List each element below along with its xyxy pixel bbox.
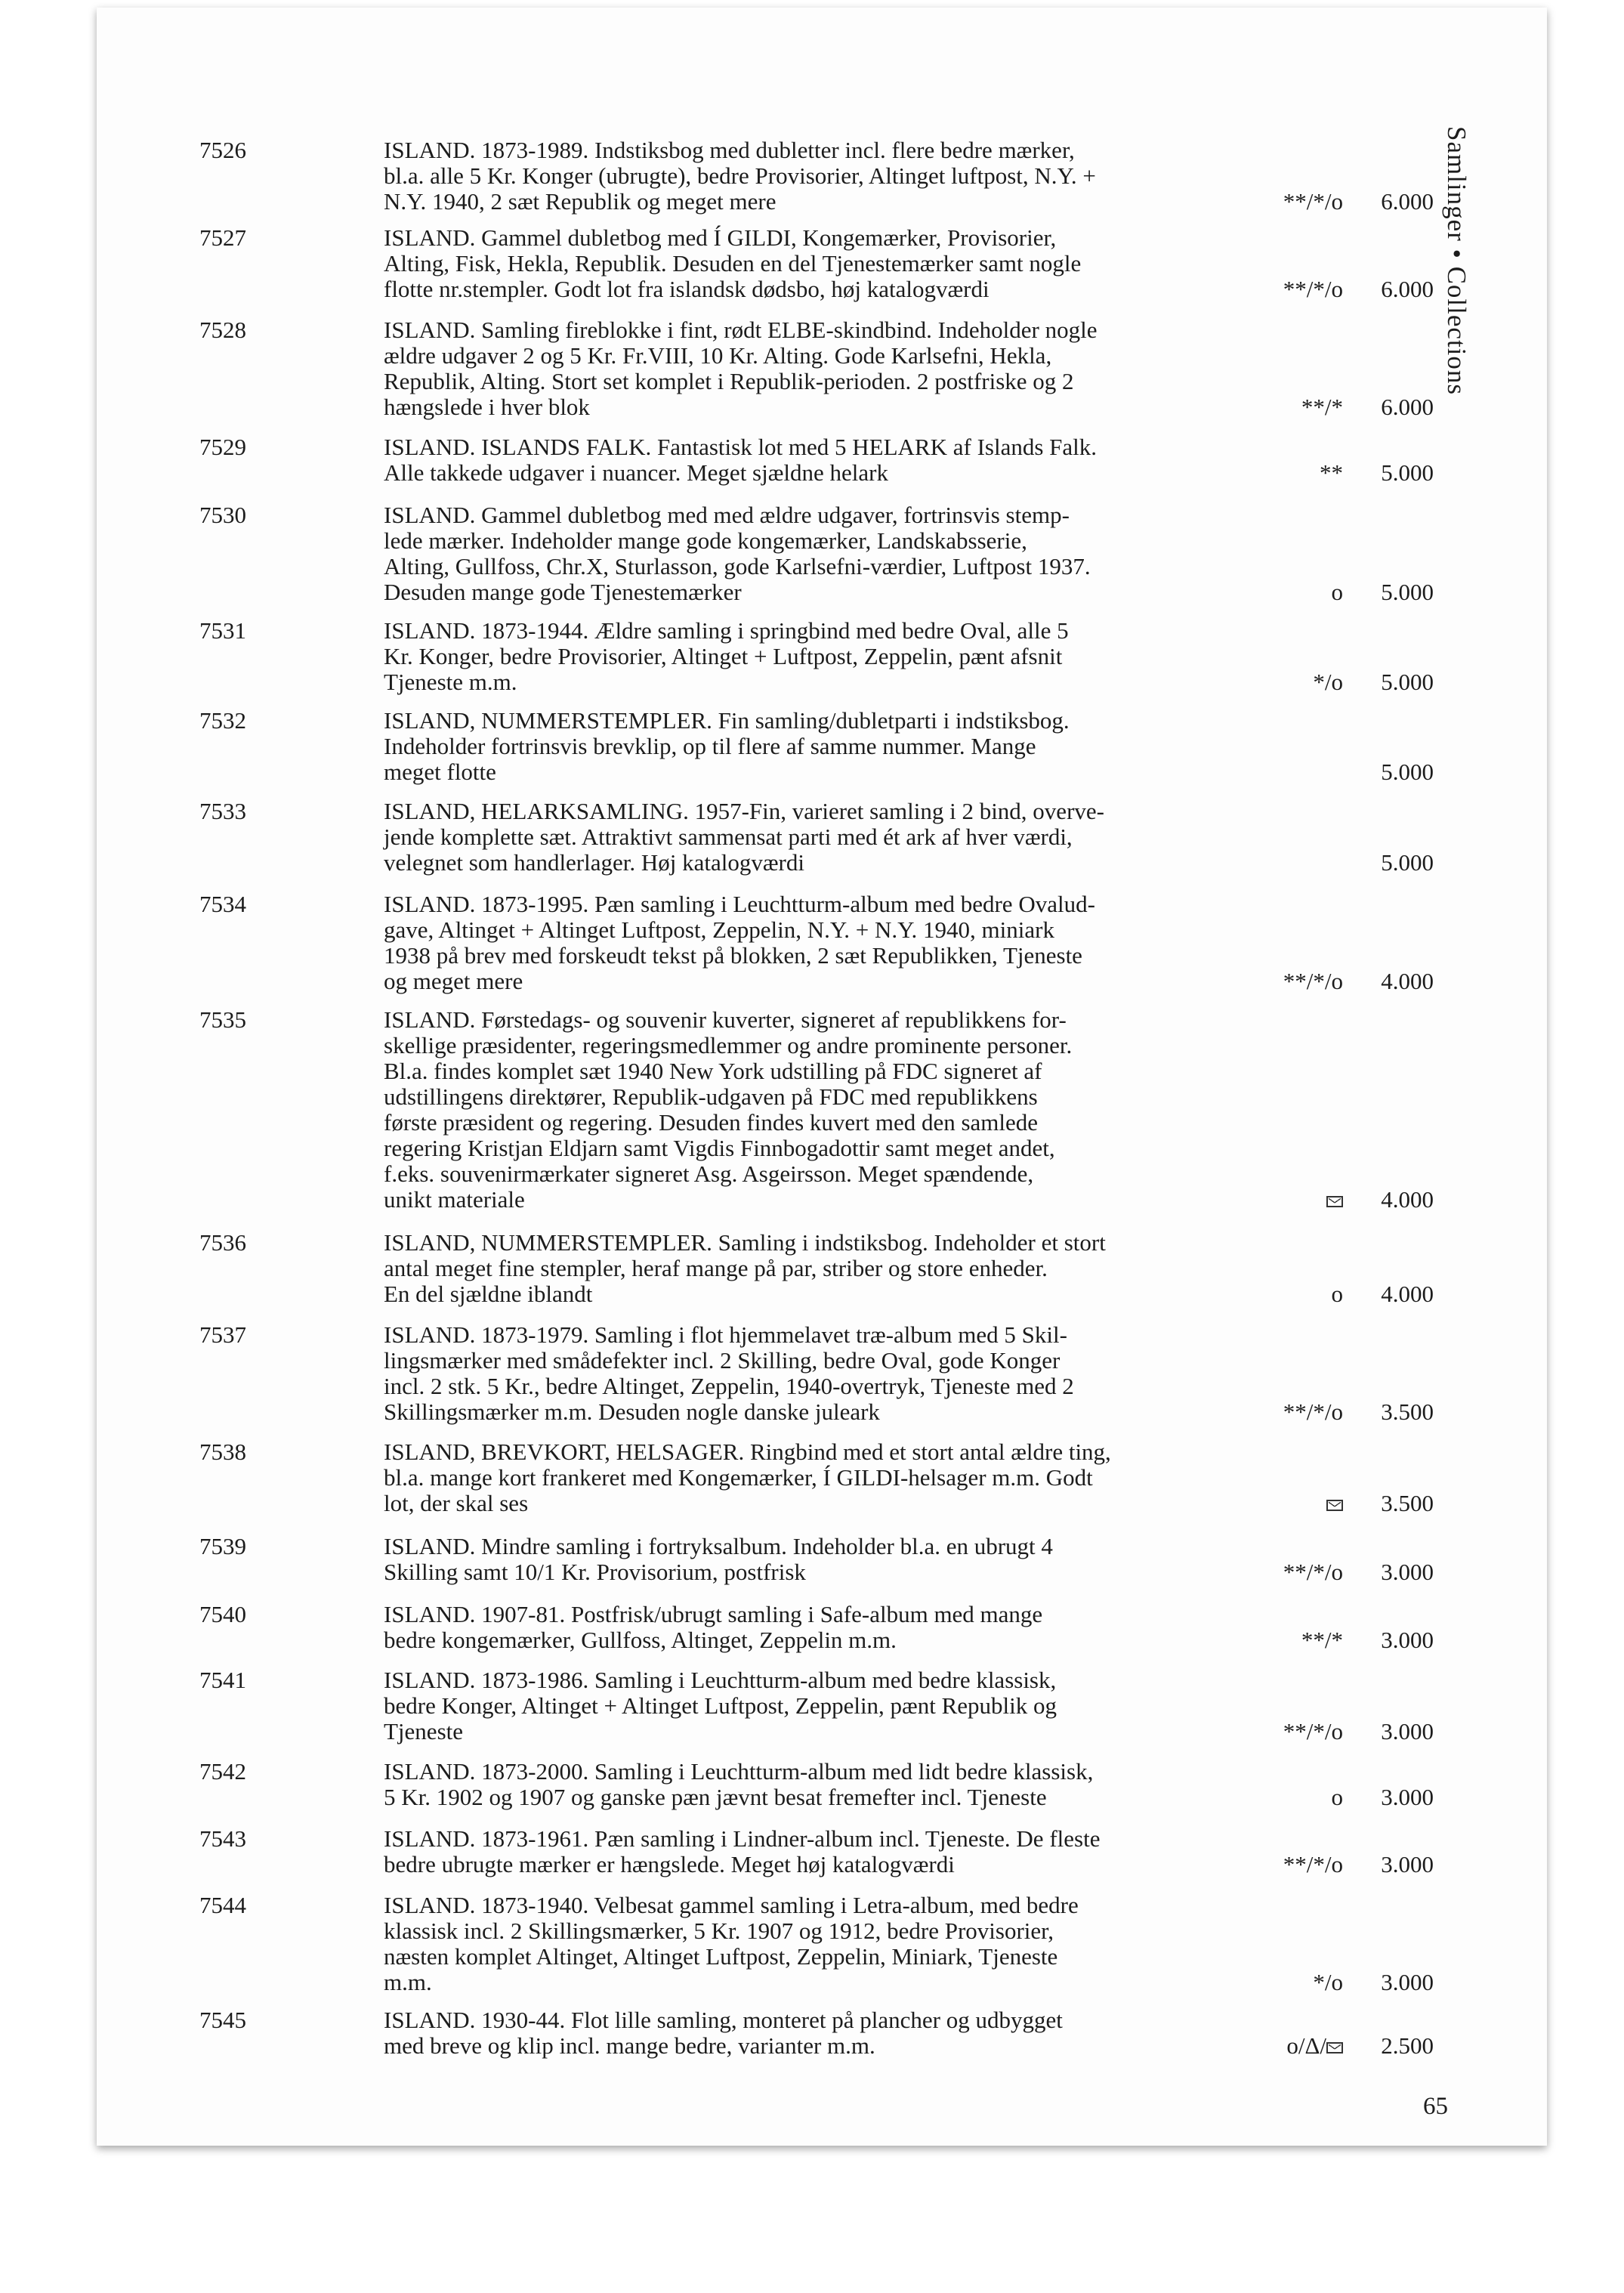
lot-description-line: første præsident og regering. Desuden findes kuvert med den samlede bbox=[384, 1109, 1039, 1136]
lot-condition: */o bbox=[1313, 669, 1343, 695]
lot-number: 7544 bbox=[199, 1892, 246, 1918]
lot-price: 5.000 bbox=[1381, 759, 1434, 785]
lot-description-line: bedre ubrugte mærker er hængslede. Meget høj katalogværdi bbox=[384, 1851, 955, 1877]
lot-description bbox=[384, 225, 1222, 302]
lot-description bbox=[384, 1230, 1222, 1307]
lot-description bbox=[384, 892, 1222, 994]
lot-description bbox=[384, 708, 1222, 785]
lot-price: 5.000 bbox=[1381, 459, 1434, 486]
lot-description-line: lingsmærker med smådefekter incl. 2 Skilling, bedre Oval, gode Konger bbox=[384, 1347, 1061, 1374]
lot-number: 7532 bbox=[199, 707, 246, 734]
lot-description-line: ISLAND. ISLANDS FALK. Fantastisk lot med 5 HELARK af Islands Falk. bbox=[384, 434, 1098, 460]
lot-description-line: lot, der skal ses bbox=[384, 1490, 529, 1516]
lot-description-line: ISLAND. Gammel dubletbog med Í GILDI, Kongemærker, Provisorier, bbox=[384, 224, 1057, 251]
lot-description-line: ISLAND. 1873-1986. Samling i Leuchtturm-album med bedre klassisk, bbox=[384, 1667, 1057, 1693]
lot-price: 6.000 bbox=[1381, 276, 1434, 302]
lot-price: 6.000 bbox=[1381, 188, 1434, 215]
lot-condition bbox=[1326, 1187, 1343, 1213]
lot-description-line: ISLAND, HELARKSAMLING. 1957-Fin, varieret samling i 2 bind, overve- bbox=[384, 798, 1104, 824]
lot-description-line: Alle takkede udgaver i nuancer. Meget sjældne helark bbox=[384, 459, 888, 486]
lot-number: 7541 bbox=[199, 1667, 246, 1693]
lot-description-line: Desuden mange gode Tjenestemærker bbox=[384, 579, 742, 605]
lot-price: 4.000 bbox=[1381, 1281, 1434, 1307]
lot-description bbox=[384, 1322, 1222, 1425]
lot-description bbox=[384, 2007, 1222, 2059]
side-title: Samlinger • Collections bbox=[1442, 125, 1472, 396]
lot-condition: **/*/o bbox=[1283, 1398, 1343, 1425]
lot-description-line: meget flotte bbox=[384, 759, 496, 785]
lot-description-line: næsten komplet Altinget, Altinget Luftpost, Zeppelin, Miniark, Tjeneste bbox=[384, 1943, 1058, 1970]
lot-description bbox=[384, 1602, 1222, 1653]
lot-description-line: hængslede i hver blok bbox=[384, 394, 590, 420]
lot-description bbox=[384, 1826, 1222, 1877]
lot-description-line: ISLAND. 1873-2000. Samling i Leuchtturm-album med lidt bedre klassisk, bbox=[384, 1758, 1094, 1785]
lot-description bbox=[384, 799, 1222, 876]
lot-description-line: f.eks. souvenirmærkater signeret Asg. Asgeirsson. Meget spændende, bbox=[384, 1160, 1034, 1187]
lot-description-line: 5 Kr. 1902 og 1907 og ganske pæn jævnt besat fremefter incl. Tjeneste bbox=[384, 1784, 1047, 1810]
lot-description-line: ISLAND. 1873-1995. Pæn samling i Leuchtturm-album med bedre Ovalud- bbox=[384, 891, 1095, 917]
lot-number: 7543 bbox=[199, 1825, 246, 1852]
lot-description-line: ISLAND. 1873-1940. Velbesat gammel samling i Letra-album, med bedre bbox=[384, 1892, 1079, 1918]
lot-description bbox=[384, 317, 1222, 420]
lot-description-line: antal meget fine stempler, heraf mange på par, striber og store enheder. bbox=[384, 1255, 1048, 1281]
lot-price: 5.000 bbox=[1381, 669, 1434, 695]
lot-description-line: med breve og klip incl. mange bedre, varianter m.m. bbox=[384, 2032, 875, 2059]
lot-condition: ** bbox=[1320, 459, 1343, 486]
lot-number: 7530 bbox=[199, 502, 246, 528]
lot-price: 3.000 bbox=[1381, 1784, 1434, 1810]
lot-description-line: bl.a. mange kort frankeret med Kongemærker, Í GILDI-helsager m.m. Godt bbox=[384, 1464, 1093, 1491]
lot-description-line: ISLAND. 1873-1979. Samling i flot hjemmelavet træ-album med 5 Skil- bbox=[384, 1321, 1067, 1348]
lot-condition: **/*/o bbox=[1283, 276, 1343, 302]
lot-description-line: Alting, Gullfoss, Chr.X, Sturlasson, gode Karlsefni-værdier, Luftpost 1937. bbox=[384, 553, 1091, 579]
lot-number: 7537 bbox=[199, 1321, 246, 1348]
lot-price: 3.000 bbox=[1381, 1851, 1434, 1877]
lot-description-line: ISLAND, NUMMERSTEMPLER. Fin samling/dubletparti i indstiksbog. bbox=[384, 707, 1070, 734]
lot-number: 7531 bbox=[199, 617, 246, 644]
lot-description-line: Bl.a. findes komplet sæt 1940 New York udstilling på FDC signeret af bbox=[384, 1058, 1042, 1084]
lot-description bbox=[384, 434, 1222, 486]
lot-description bbox=[384, 618, 1222, 695]
lot-condition: */o bbox=[1313, 1969, 1343, 1995]
lot-description-line: bedre kongemærker, Gullfoss, Altinget, Zeppelin m.m. bbox=[384, 1627, 897, 1653]
lot-condition: o/Δ/ bbox=[1286, 2033, 1343, 2059]
lot-description bbox=[384, 138, 1222, 215]
lot-price: 4.000 bbox=[1381, 1186, 1434, 1213]
lot-condition: **/*/o bbox=[1283, 188, 1343, 215]
lot-description bbox=[384, 1534, 1222, 1585]
lot-price: 5.000 bbox=[1381, 849, 1434, 876]
lot-price: 3.000 bbox=[1381, 1718, 1434, 1744]
lot-description-line: og meget mere bbox=[384, 968, 523, 994]
lot-description-line: m.m. bbox=[384, 1969, 432, 1995]
lot-price: 4.000 bbox=[1381, 968, 1434, 994]
lot-number: 7526 bbox=[199, 137, 246, 163]
lot-description-line: Alting, Fisk, Hekla, Republik. Desuden en del Tjenestemærker samt nogle bbox=[384, 250, 1082, 277]
lot-number: 7545 bbox=[199, 2007, 246, 2033]
lot-price: 3.000 bbox=[1381, 1559, 1434, 1585]
lot-description-line: Republik, Alting. Stort set komplet i Republik-perioden. 2 postfriske og 2 bbox=[384, 368, 1074, 394]
lot-condition: **/* bbox=[1301, 1627, 1343, 1653]
lot-description-line: ældre udgaver 2 og 5 Kr. Fr.VIII, 10 Kr. Alting. Gode Karlsefni, Hekla, bbox=[384, 342, 1052, 369]
lot-number: 7528 bbox=[199, 317, 246, 343]
lot-price: 5.000 bbox=[1381, 579, 1434, 605]
lot-description bbox=[384, 1759, 1222, 1810]
lot-price: 3.000 bbox=[1381, 1627, 1434, 1653]
lot-description bbox=[384, 1893, 1222, 1995]
cover-envelope-icon bbox=[1326, 1196, 1343, 1207]
lot-number: 7539 bbox=[199, 1533, 246, 1559]
lot-description-line: ISLAND, NUMMERSTEMPLER. Samling i indstiksbog. Indeholder et stort bbox=[384, 1229, 1106, 1256]
page-number: 65 bbox=[1423, 2093, 1448, 2120]
lot-description-line: gave, Altinget + Altinget Luftpost, Zeppelin, N.Y. + N.Y. 1940, miniark bbox=[384, 916, 1054, 943]
lot-number: 7527 bbox=[199, 224, 246, 251]
lot-description-line: skellige præsidenter, regeringsmedlemmer og andre prominente personer. bbox=[384, 1032, 1073, 1058]
lot-description-line: Tjeneste bbox=[384, 1718, 464, 1744]
lot-number: 7535 bbox=[199, 1006, 246, 1033]
lot-description-line: ISLAND. 1873-1944. Ældre samling i springbind med bedre Oval, alle 5 bbox=[384, 617, 1069, 644]
lot-description-line: 1938 på brev med forskeudt tekst på blokken, 2 sæt Republikken, Tjeneste bbox=[384, 942, 1082, 969]
lot-number: 7533 bbox=[199, 798, 246, 824]
lot-description-line: ISLAND. Samling fireblokke i fint, rødt ELBE-skindbind. Indeholder nogle bbox=[384, 317, 1098, 343]
lot-description-line: unikt materiale bbox=[384, 1186, 525, 1213]
lot-condition bbox=[1326, 1491, 1343, 1516]
lot-condition: o bbox=[1331, 1281, 1343, 1307]
lot-number: 7542 bbox=[199, 1758, 246, 1785]
lot-number: 7540 bbox=[199, 1601, 246, 1627]
lot-description-line: ISLAND, BREVKORT, HELSAGER. Ringbind med et stort antal ældre ting, bbox=[384, 1439, 1111, 1465]
lot-condition: **/*/o bbox=[1283, 1718, 1343, 1744]
lot-description-line: velegnet som handlerlager. Høj katalogværdi bbox=[384, 849, 804, 876]
lot-description-line: bedre Konger, Altinget + Altinget Luftpost, Zeppelin, pænt Republik og bbox=[384, 1692, 1057, 1719]
lot-description-line: incl. 2 stk. 5 Kr., bedre Altinget, Zeppelin, 1940-overtryk, Tjeneste med 2 bbox=[384, 1373, 1074, 1399]
lot-price: 3.000 bbox=[1381, 1969, 1434, 1995]
lot-price: 3.500 bbox=[1381, 1398, 1434, 1425]
lot-number: 7538 bbox=[199, 1439, 246, 1465]
lot-condition: **/*/o bbox=[1283, 1559, 1343, 1585]
lot-number: 7534 bbox=[199, 891, 246, 917]
lot-description-line: lede mærker. Indeholder mange gode kongemærker, Landskabsserie, bbox=[384, 527, 1027, 554]
lot-description-line: Tjeneste m.m. bbox=[384, 669, 517, 695]
lot-description-line: ISLAND. Gammel dubletbog med med ældre udgaver, fortrinsvis stemp- bbox=[384, 502, 1070, 528]
cover-envelope-icon bbox=[1326, 1500, 1343, 1511]
lot-description-line: ISLAND. Førstedags- og souvenir kuverter, signeret af republikkens for- bbox=[384, 1006, 1067, 1033]
lot-description-line: ISLAND. 1907-81. Postfrisk/ubrugt samling i Safe-album med mange bbox=[384, 1601, 1043, 1627]
cover-envelope-icon bbox=[1326, 2042, 1343, 2054]
lot-description-line: N.Y. 1940, 2 sæt Republik og meget mere bbox=[384, 188, 776, 215]
lot-description-line: klassisk incl. 2 Skillingsmærker, 5 Kr. 1907 og 1912, bedre Provisorier, bbox=[384, 1918, 1054, 1944]
lot-description-line: Skilling samt 10/1 Kr. Provisorium, postfrisk bbox=[384, 1559, 806, 1585]
lot-condition: **/*/o bbox=[1283, 968, 1343, 994]
lot-number: 7536 bbox=[199, 1229, 246, 1256]
lot-condition: o bbox=[1331, 579, 1343, 605]
lot-description-line: ISLAND. 1873-1989. Indstiksbog med dubletter incl. flere bedre mærker, bbox=[384, 137, 1075, 163]
lot-description-line: Indeholder fortrinsvis brevklip, op til flere af samme nummer. Mange bbox=[384, 733, 1036, 759]
lot-description-line: ISLAND. 1873-1961. Pæn samling i Lindner-album incl. Tjeneste. De fleste bbox=[384, 1825, 1101, 1852]
lot-price: 6.000 bbox=[1381, 394, 1434, 420]
lot-description-line: bl.a. alle 5 Kr. Konger (ubrugte), bedre Provisorier, Altinget luftpost, N.Y. + bbox=[384, 162, 1096, 189]
lot-description-line: jende komplette sæt. Attraktivt sammensat parti med ét ark af hver værdi, bbox=[384, 824, 1073, 850]
lot-description-line: udstillingens direktører, Republik-udgaven på FDC med republikkens bbox=[384, 1083, 1038, 1110]
lot-description-line: regering Kristjan Eldjarn samt Vigdis Finnbogadottir samt meget andet, bbox=[384, 1135, 1055, 1161]
lot-description bbox=[384, 1439, 1222, 1516]
lot-number: 7529 bbox=[199, 434, 246, 460]
lot-description-line: En del sjældne iblandt bbox=[384, 1281, 593, 1307]
lot-description-line: ISLAND. 1930-44. Flot lille samling, monteret på plancher og udbygget bbox=[384, 2007, 1063, 2033]
lot-condition: **/* bbox=[1301, 394, 1343, 420]
lot-description bbox=[384, 1007, 1222, 1213]
lot-description-line: flotte nr.stempler. Godt lot fra islandsk dødsbo, høj katalogværdi bbox=[384, 276, 990, 302]
lot-description-line: ISLAND. Mindre samling i fortryksalbum. Indeholder bl.a. en ubrugt 4 bbox=[384, 1533, 1053, 1559]
lot-condition: **/*/o bbox=[1283, 1851, 1343, 1877]
lot-description bbox=[384, 1667, 1222, 1744]
lot-description-line: Skillingsmærker m.m. Desuden nogle danske juleark bbox=[384, 1398, 880, 1425]
lot-description bbox=[384, 502, 1222, 605]
lot-condition: o bbox=[1331, 1784, 1343, 1810]
lot-description-line: Kr. Konger, bedre Provisorier, Altinget + Luftpost, Zeppelin, pænt afsnit bbox=[384, 643, 1063, 669]
lot-price: 3.500 bbox=[1381, 1490, 1434, 1516]
lot-price: 2.500 bbox=[1381, 2032, 1434, 2059]
